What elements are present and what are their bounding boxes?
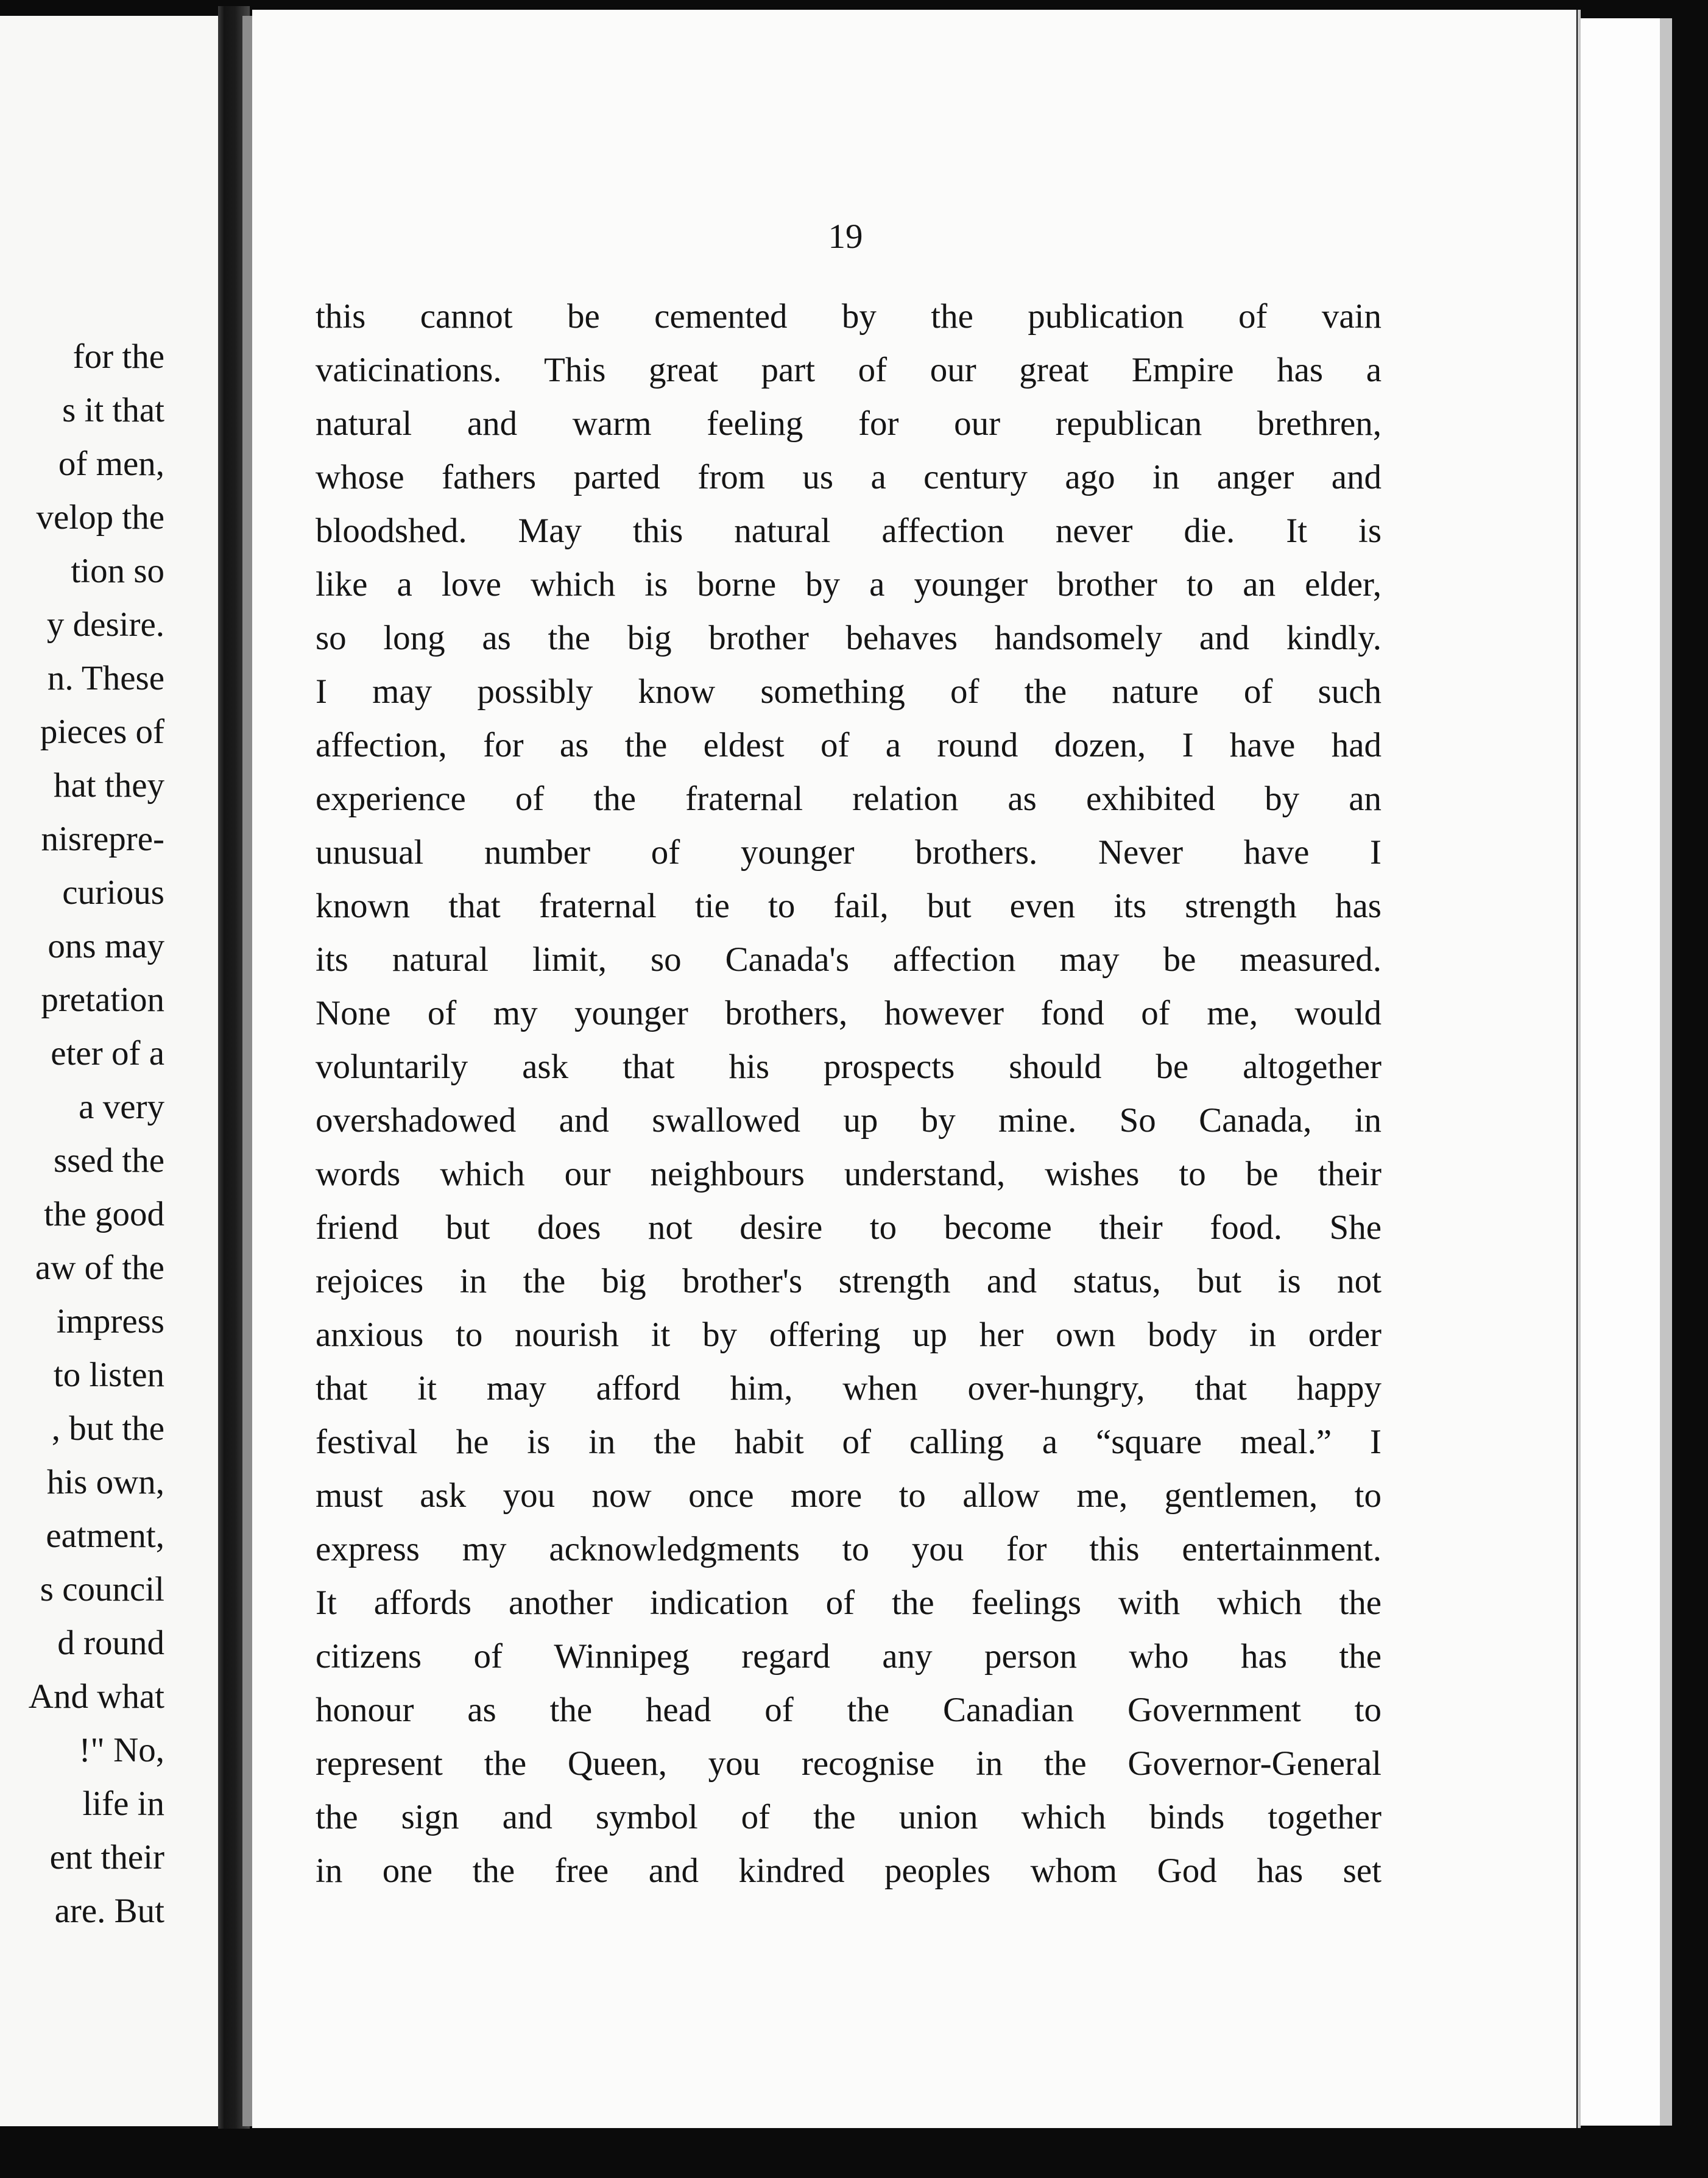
left-text-line: of men, (58, 445, 164, 483)
text-line: represent the Queen, you recognise in the Governor-General (316, 1744, 1382, 1783)
left-text-line: y desire. (46, 605, 164, 644)
left-text-line: nisrepre- (41, 820, 164, 858)
text-line: anxious to nourish it by offering up her own body in order (316, 1316, 1382, 1354)
text-line: rejoices in the big brother's strength and status, but is not (316, 1262, 1382, 1300)
left-text-line: for the (72, 337, 164, 376)
left-text-line: tion so (71, 552, 164, 590)
text-line: It affords another indication of the feelings with which the (316, 1584, 1382, 1622)
text-line: whose fathers parted from us a century ago in anger and (316, 458, 1382, 496)
left-text-line: a very (79, 1088, 164, 1126)
text-line: its natural limit, so Canada's affection may be measured. (316, 940, 1382, 979)
left-text-line: And what (28, 1677, 164, 1716)
left-text-line: hat they (53, 766, 164, 805)
left-text-line: pieces of (40, 713, 164, 751)
text-line: friend but does not desire to become their food. She (316, 1208, 1382, 1247)
left-text-line: life in (82, 1785, 164, 1823)
page-number: 19 (828, 217, 863, 256)
left-text-line: the good (44, 1195, 164, 1233)
body-text (316, 290, 1382, 1898)
text-line: words which our neighbours understand, wishes to be their (316, 1155, 1382, 1193)
outer-border (1660, 18, 1672, 2126)
left-text-line: to listen (53, 1356, 164, 1394)
text-line: citizens of Winnipeg regard any person who has the (316, 1637, 1382, 1676)
left-text-line: are. But (54, 1892, 164, 1930)
text-line: None of my younger brothers, however fond of me, would (316, 994, 1382, 1032)
text-line: I may possibly know something of the nature of such (316, 672, 1382, 711)
text-line: this cannot be cemented by the publication of vain (316, 297, 1382, 336)
left-text-line: d round (57, 1624, 164, 1662)
text-line: must ask you now once more to allow me, gentlemen, to (316, 1476, 1382, 1515)
left-text-line: n. These (47, 659, 164, 697)
left-text-line: eatment, (46, 1517, 164, 1555)
left-text-line: , but the (51, 1409, 164, 1448)
text-line: voluntarily ask that his prospects should be altogether (316, 1048, 1382, 1086)
text-line: known that fraternal tie to fail, but even its strength has (316, 887, 1382, 925)
text-line: express my acknowledgments to you for this entertainment. (316, 1530, 1382, 1568)
left-text-line: curious (62, 873, 164, 912)
left-page-text (0, 330, 164, 1938)
left-text-line: ons may (48, 927, 164, 965)
outer-margin (1581, 18, 1660, 2126)
left-text-line: ent their (49, 1838, 164, 1877)
text-line: experience of the fraternal relation as exhibited by an (316, 780, 1382, 818)
left-text-line: impress (56, 1302, 164, 1341)
text-line: affection, for as the eldest of a round dozen, I have had (316, 726, 1382, 764)
text-line: bloodshed. May this natural affection never die. It is (316, 512, 1382, 550)
left-text-line: velop the (36, 498, 164, 537)
text-line: unusual number of younger brothers. Never have I (316, 833, 1382, 872)
left-text-line: his own, (46, 1463, 164, 1501)
left-text-line: s council (40, 1570, 164, 1609)
text-line: natural and warm feeling for our republican brethren, (316, 404, 1382, 443)
left-text-line: eter of a (51, 1034, 164, 1073)
text-line: that it may afford him, when over-hungry, that happy (316, 1369, 1382, 1408)
text-line: festival he is in the habit of calling a “square meal.” I (316, 1423, 1382, 1461)
gutter-edge (242, 16, 252, 2126)
left-text-line: ssed the (53, 1141, 164, 1180)
text-line: so long as the big brother behaves handsomely and kindly. (316, 619, 1382, 657)
left-text-line: !" No, (79, 1731, 164, 1769)
text-line: vaticinations. This great part of our great Empire has a (316, 351, 1382, 389)
text-line: in one the free and kindred peoples whom God has set (316, 1852, 1382, 1890)
left-text-line: s it that (62, 391, 164, 429)
left-page-fragment (0, 16, 218, 2126)
text-line: like a love which is borne by a younger brother to an elder, (316, 565, 1382, 604)
text-line: honour as the head of the Canadian Government to (316, 1691, 1382, 1729)
left-text-line: pretation (41, 981, 164, 1019)
left-text-line: aw of the (35, 1249, 164, 1287)
text-line: the sign and symbol of the union which binds together (316, 1798, 1382, 1836)
text-line: overshadowed and swallowed up by mine. So Canada, in (316, 1101, 1382, 1140)
